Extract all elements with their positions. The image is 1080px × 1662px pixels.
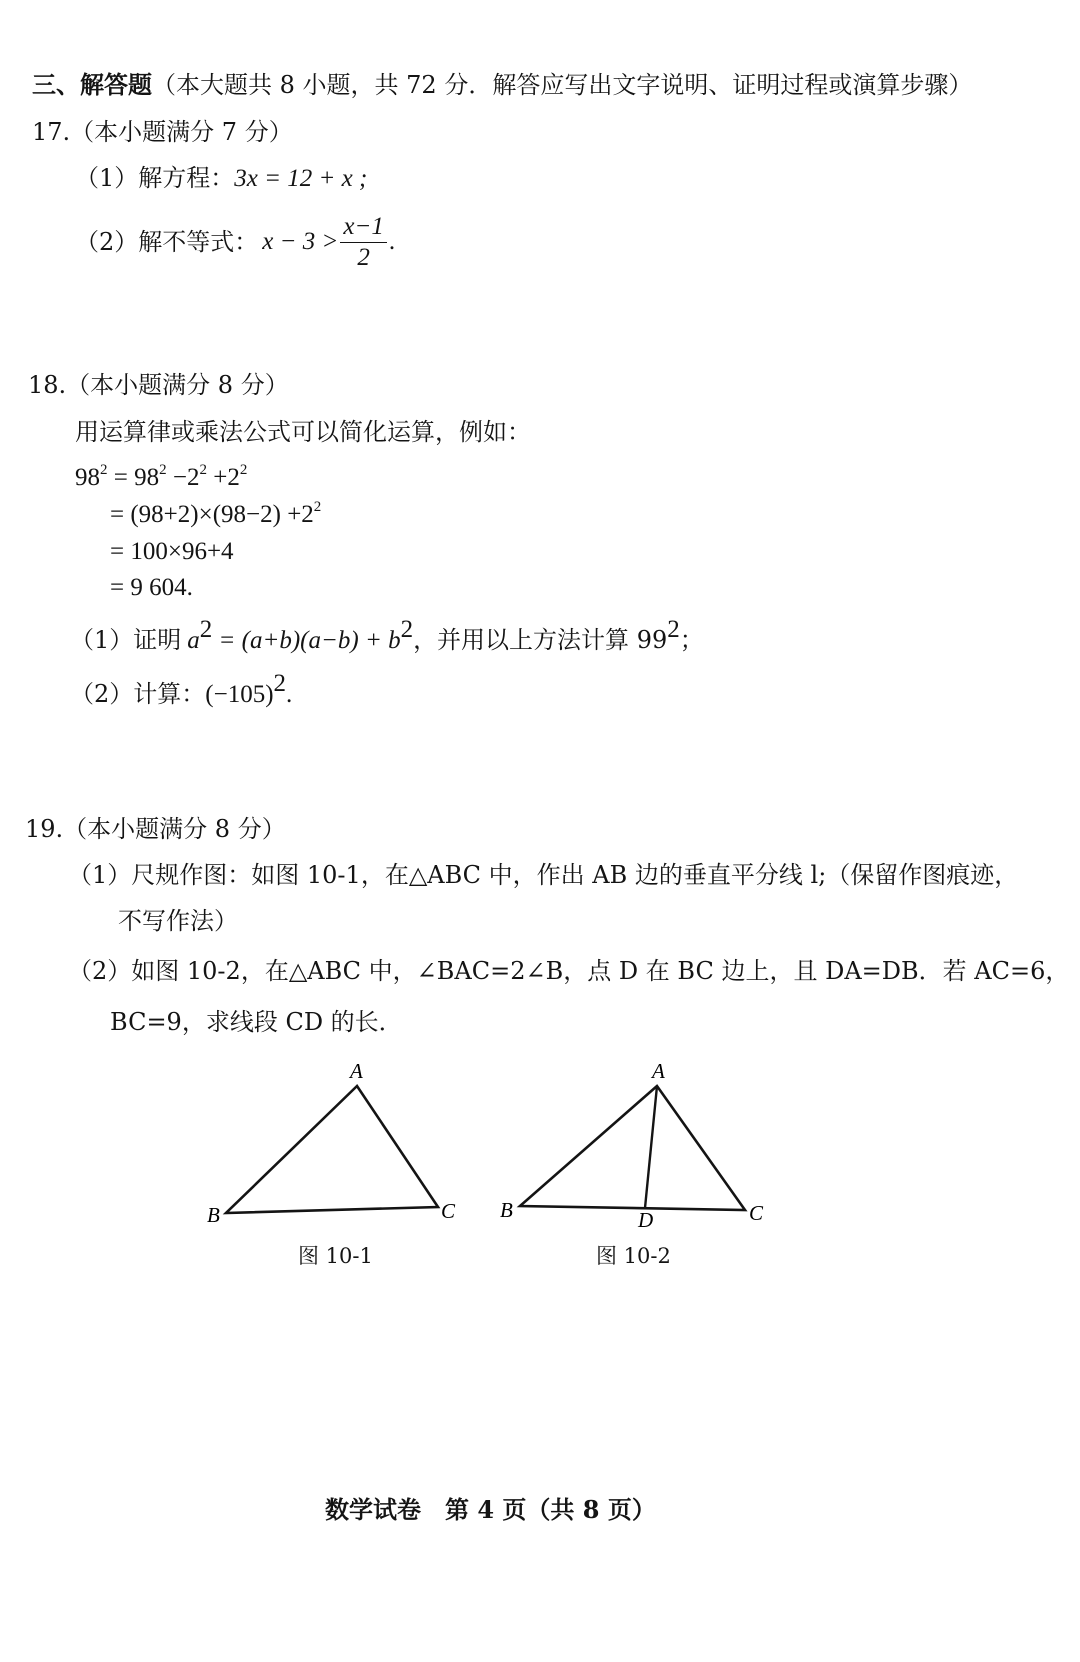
ex-term: = (98+2)×(98−2) +2	[110, 501, 314, 528]
fig2-label-d: D	[638, 1208, 654, 1232]
q17-part2-left: x − 3 >	[262, 228, 339, 255]
exponent: 2	[199, 616, 213, 643]
q18-part2-expr: (−105)	[205, 681, 274, 708]
q19-part2-line2: BC=9，求线段 CD 的长．	[110, 1008, 403, 1036]
q17-part1-label: （1）解方程：	[75, 164, 235, 192]
triangle-abc-2	[520, 1086, 745, 1210]
figure-10-2	[500, 1059, 764, 1232]
q18-example-line4: = 9 604.	[110, 574, 193, 601]
fraction-denominator: 2	[357, 243, 370, 271]
fraction-numerator: x−1	[340, 213, 386, 243]
q18-part1-a: a	[187, 627, 200, 654]
q19-part1-line1: （1）尺规作图：如图 10-1，在△ABC 中，作出 AB 边的垂直平分线 l;（保留作图痕迹，	[68, 861, 1019, 889]
q18-number: 18.	[28, 371, 67, 399]
q18-part1-identity: = (a+b)(a−b) + b	[212, 627, 401, 654]
fig1-label-c: C	[441, 1199, 456, 1223]
q17-part2-label: （2）解不等式：	[75, 228, 259, 256]
q18-part2-end: .	[286, 681, 293, 708]
figure-10-1-caption: 图 10-1	[298, 1244, 373, 1268]
exponent: 2	[273, 670, 287, 697]
q18-part2-label: （2）计算：	[70, 680, 206, 708]
q19-points: （本小题满分 8 分）	[63, 815, 286, 843]
q18-part1-label: （1）证明	[70, 626, 182, 654]
section-note: （本大题共 8 小题，共 72 分．解答应写出文字说明、证明过程或演算步骤）	[152, 71, 973, 99]
fig1-label-b: B	[207, 1203, 220, 1227]
q18-intro: 用运算律或乘法公式可以简化运算，例如：	[75, 418, 531, 446]
q19-part1-line2: 不写作法）	[118, 907, 238, 935]
exponent: 2	[100, 462, 108, 478]
triangle-abc-1	[226, 1086, 438, 1213]
fig2-label-a: A	[652, 1059, 665, 1083]
q18-example-line3: = 100×96+4	[110, 538, 234, 565]
q18-points: （本小题满分 8 分）	[66, 371, 289, 399]
q17-part2-end: .	[388, 228, 396, 255]
ex-term: = 98	[107, 464, 160, 491]
q19-part2-line1: （2）如图 10-2，在△ABC 中，∠BAC=2∠B，点 D 在 BC 边上，且 DA=DB．若 AC=6，	[68, 957, 1070, 985]
q18-part1-task: ，并用以上方法计算 99	[413, 626, 668, 654]
fig2-label-c: C	[749, 1201, 764, 1225]
ex-term: 98	[75, 464, 100, 491]
segment-ad	[645, 1086, 657, 1208]
fig1-label-a: A	[350, 1059, 363, 1083]
figure-10-2-caption: 图 10-2	[596, 1244, 671, 1268]
exponent: 2	[159, 462, 167, 478]
exponent: 2	[313, 499, 322, 515]
exponent: 2	[667, 616, 680, 643]
exponent: 2	[400, 616, 414, 643]
q17-part1-equation: 3x = 12 + x ;	[234, 165, 368, 192]
exponent: 2	[199, 462, 207, 478]
ex-term: −2	[166, 464, 200, 491]
q17-number: 17.	[32, 118, 71, 146]
q18-part1-end: ；	[679, 626, 704, 654]
section-title: 三、解答题	[32, 70, 152, 99]
q17-points: （本小题满分 7 分）	[70, 118, 293, 146]
page-footer: 数学试卷 第 4 页（共 8 页）	[325, 1495, 656, 1524]
q19-number: 19.	[25, 815, 64, 843]
ex-term: +2	[206, 464, 240, 491]
fig2-label-b: B	[500, 1198, 513, 1222]
figure-10-1	[207, 1059, 456, 1227]
exponent: 2	[239, 462, 248, 478]
